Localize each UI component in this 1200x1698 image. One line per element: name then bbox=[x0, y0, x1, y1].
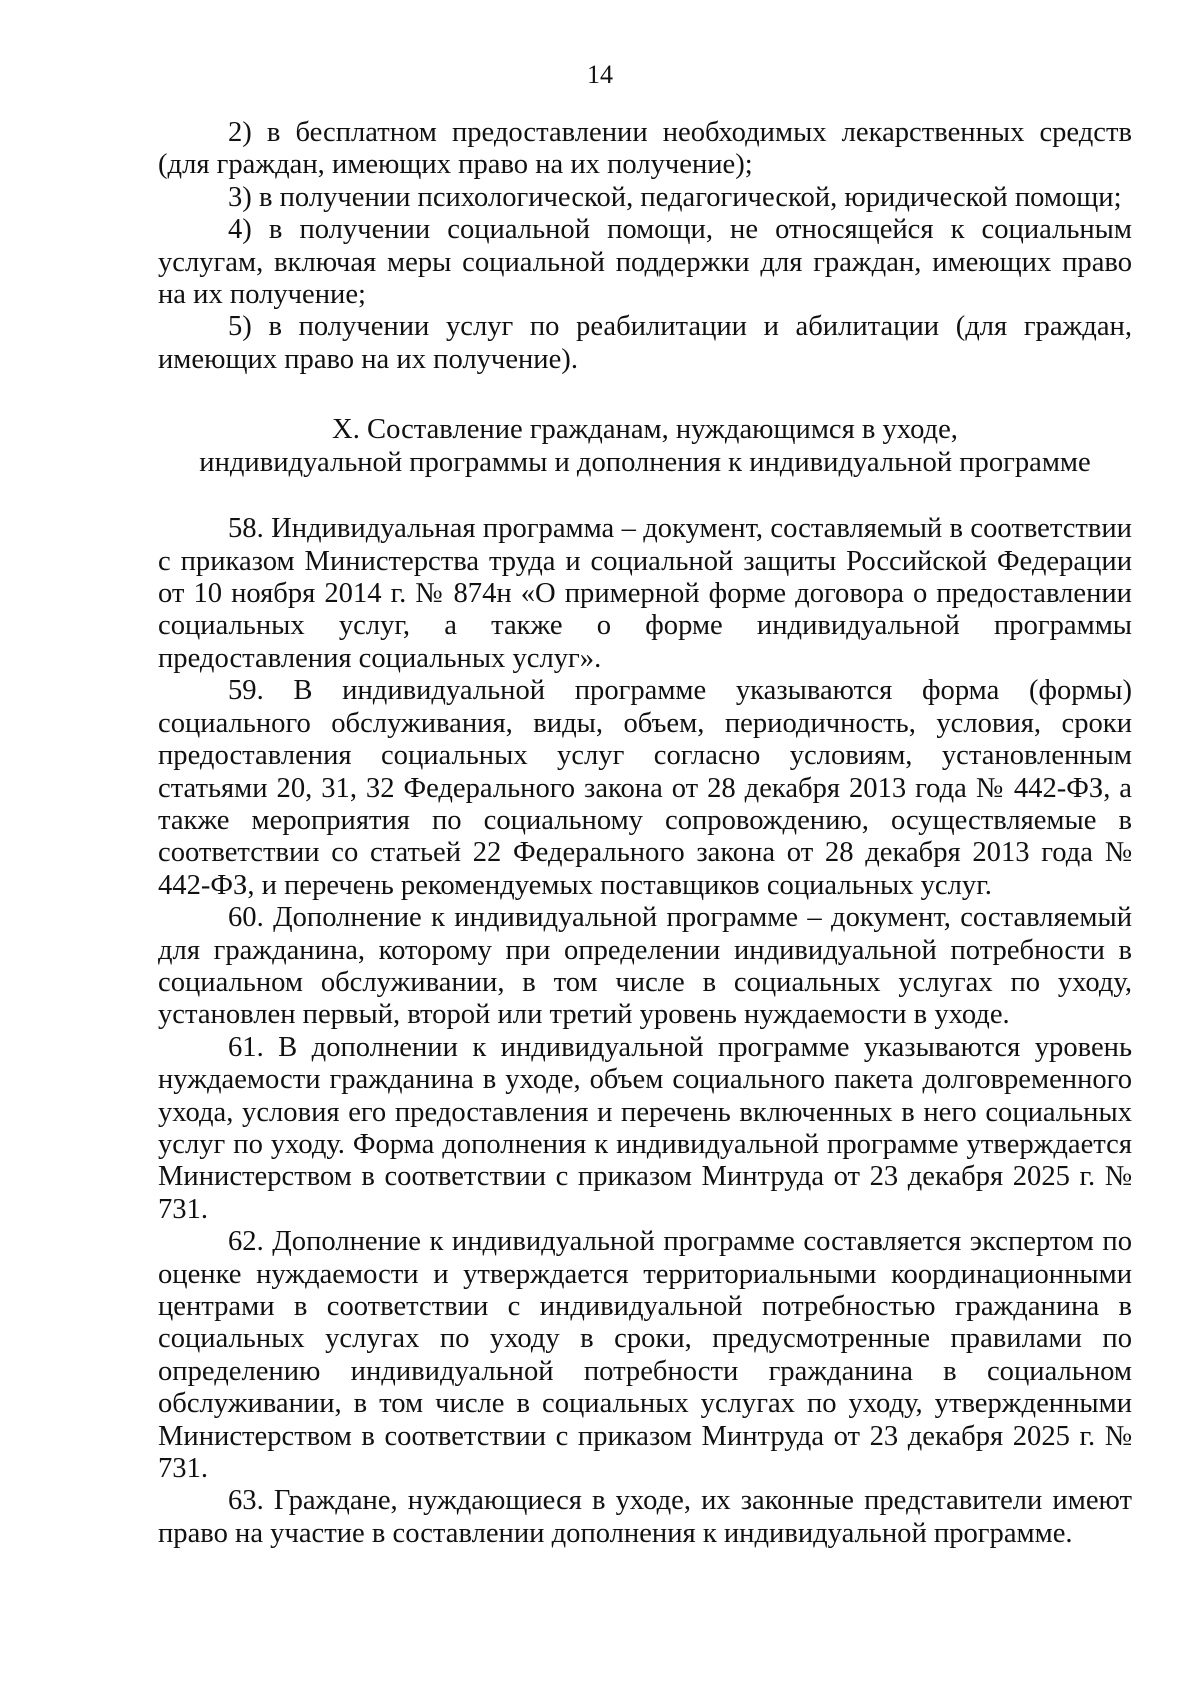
paragraph-62: 62. Дополнение к индивидуальной программе составляется экспертом по оценке нуждаемости и утверждается территориальными координационными центрами в соответствии с индивидуальной потребностью гражданина в социальных услугах по уходу в сроки, предусмотренные правилами по определению индивидуальной потребности гражданина в социальном обслуживании, в том числе в социальных услугах по уходу, утвержденными Министерством в соответствии с приказом Минтруда от 23 декабря 2025 г. № 731. bbox=[158, 1226, 1132, 1485]
list-item-2: 2) в бесплатном предоставлении необходимых лекарственных средств (для граждан, имеющих право на их получение); bbox=[158, 117, 1132, 181]
page-number: 14 bbox=[587, 60, 613, 89]
list-item-4: 4) в получении социальной помощи, не относящейся к социальным услугам, включая меры социальной поддержки для граждан, имеющих право на их получение; bbox=[158, 214, 1132, 311]
paragraph-61: 61. В дополнении к индивидуальной программе указываются уровень нуждаемости гражданина в уходе, объем социального пакета долговременного ухода, условия его предоставления и перечень включенных в него социальных услуг по уходу. Форма дополнения к индивидуальной программе утверждается Министерством в соответствии с приказом Минтруда от 23 декабря 2025 г. № 731. bbox=[158, 1031, 1132, 1225]
paragraph-59: 59. В индивидуальной программе указываются форма (формы) социального обслуживания, виды, объем, периодичность, условия, сроки предоставления социальных услуг согласно условиям, установленным статьями 20, 31, 32 Федерального закона от 28 декабря 2013 года № 442-ФЗ, а также мероприятия по социальному сопровождению, осуществляемые в соответствии со статьей 22 Федерального закона от 28 декабря 2013 года № 442-ФЗ, и перечень рекомендуемых поставщиков социальных услуг. bbox=[158, 675, 1132, 901]
section-heading-line-1: X. Составление гражданам, нуждающимся в уходе, bbox=[332, 414, 958, 446]
section-heading-line-2: индивидуальной программы и дополнения к индивидуальной программе bbox=[199, 447, 1091, 479]
paragraph-58: 58. Индивидуальная программа – документ, составляемый в соответствии с приказом Министерства труда и социальной защиты Российской Федерации от 10 ноября 2014 г. № 874н «О примерной форме договора о предоставлении социальных услуг, а также о форме индивидуальной программы предоставления социальных услуг». bbox=[158, 513, 1132, 674]
document-body bbox=[158, 117, 1132, 1550]
list-item-3: 3) в получении психологической, педагогической, юридической помощи; bbox=[228, 181, 1122, 213]
paragraph-60: 60. Дополнение к индивидуальной программе – документ, составляемый для гражданина, которому при определении индивидуальной потребности в социальном обслуживании, в том числе в социальных услугах по уходу, установлен первый, второй или третий уровень нуждаемости в уходе. bbox=[158, 902, 1132, 1031]
section-heading bbox=[158, 413, 1132, 479]
list-item-5: 5) в получении услуг по реабилитации и абилитации (для граждан, имеющих право на их получение). bbox=[158, 311, 1132, 375]
paragraph-63: 63. Граждане, нуждающиеся в уходе, их законные представители имеют право на участие в составлении дополнения к индивидуальной программе. bbox=[158, 1485, 1132, 1549]
